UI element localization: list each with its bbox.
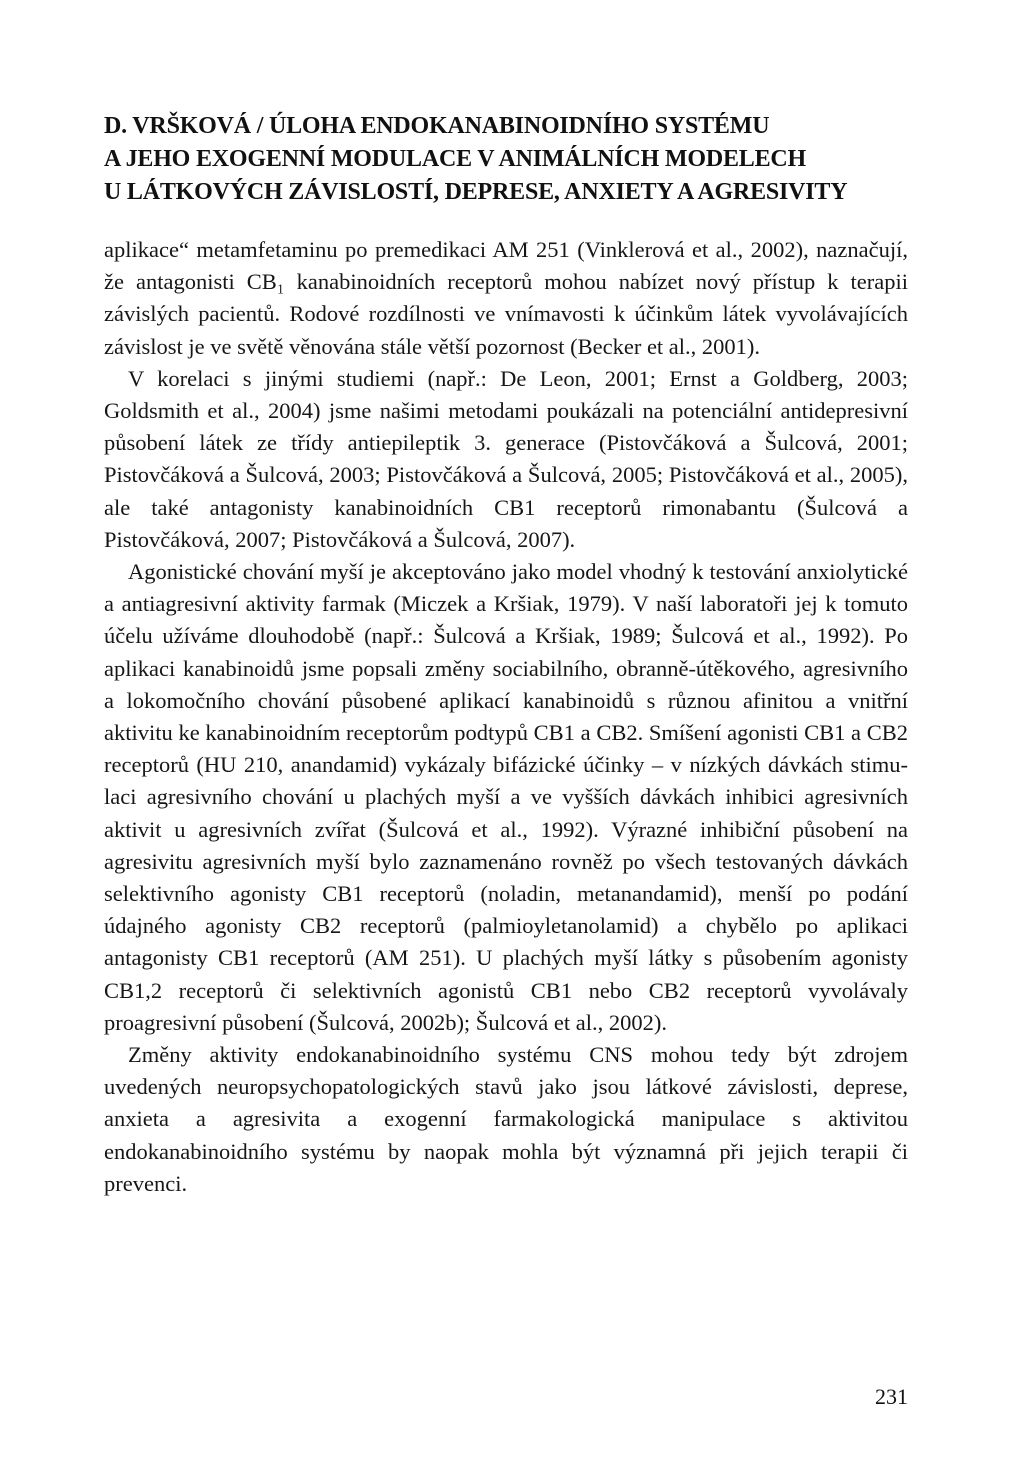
header-line: U LÁTKOVÝCH ZÁVISLOSTÍ, DEPRESE, ANXIETY A AGRESIVITY [104,179,848,205]
paragraph: V korelaci s jinými studiemi (např.: De Leon, 2001; Ernst a Goldberg, 2003; Goldsmith et al., 2004) jsme našimi metodami poukázali na potenciální antidepresivní působení látek ze třídy antiepileptik 3. generace (Pistovčáková a Šulcová, 2001; Pistovčáková a Šulcová, 2003; Pistovčáková a Šulcová, 2005; Pistovčáková et al., 2005), ale také antagonisty kanabinoidních CB1 receptorů rimonabantu (Šulcová a Pistovčáková, 2007; Pistovčáková a Šulcová, 2007). [104,365,908,552]
paragraph: Změny aktivity endokanabinoidního systému CNS mohou tedy být zdrojem uvedených neuropsychopatologických stavů jako jsou látkové závislosti, deprese, anxieta a agresivita a exogenní farmakologická manipulace s aktivitou endokanabinoidního systému by naopak mohla být významná při jejich terapii či prevenci. [104,1042,908,1196]
paragraph: Agonistické chování myší je akceptováno jako model vhodný k testování anxiolytické a antiagresivní aktivity farmak (Miczek a Kršiak, 1979). V naší laboratoři jej k tomuto účelu užíváme dlouhodobě (např.: Šulcová a Kršiak, 1989; Šulcová et al., 1992). Po aplikaci kanabinoidů jsme popsali změny sociabilního, obranně-útěkového, agresivního a lokomočního chování působené aplikací kanabinoidů s různou afinitou a vnitřní aktivitu ke kanabinoidním receptorům podtypů CB1 a CB2. Smíšení agonisti CB1 a CB2 receptorů (HU 210, anandamid) vykázaly bifázické účinky – v nízkých dávkách stimulaci agresivního chování u plachých myší a ve vyšších dávkách inhibici agresivních aktivit u agresivních zvířat (Šulcová et al., 1992). Výrazné inhibiční působení na agresivitu agresivních myší bylo zaznamenáno rovněž po všech testovaných dávkách selektivního agonisty CB1 receptorů (noladin, metanandamid), menší po podání údajného agonisty CB2 receptorů (palmioyletanolamid) a chybělo po aplikaci antagonisty CB1 receptorů (AM 251). U plachých myší látky s působením agonisty CB1,2 receptorů či selektivních agonistů CB1 nebo CB2 receptorů vyvolávaly proagresivní působení (Šulcová, 2002b); Šulcová et al., 2002). [104,559,908,1035]
page-number: 231 [875,1384,908,1409]
header-line: D. VRŠKOVÁ / ÚLOHA ENDOKANABINOIDNÍHO SYSTÉMU [104,113,770,139]
header-line: A JEHO EXOGENNÍ MODULACE V ANIMÁLNÍCH MODELECH [104,146,806,172]
body-text [104,234,908,1200]
paragraph-continued: aplikace“ metamfetaminu po premedikaci AM 251 (Vinklerová et al., 2002), naznačují, že antagonisti CB₁ kanabinoidních receptorů mohou nabízet nový přístup k terapii závislých pacientů. Rodové rozdílnosti ve vnímavosti k účinkům látek vyvolávajících závislost je ve světě věnována stále větší pozornost (Becker et al., 2001). [104,237,908,359]
running-header [104,110,924,209]
